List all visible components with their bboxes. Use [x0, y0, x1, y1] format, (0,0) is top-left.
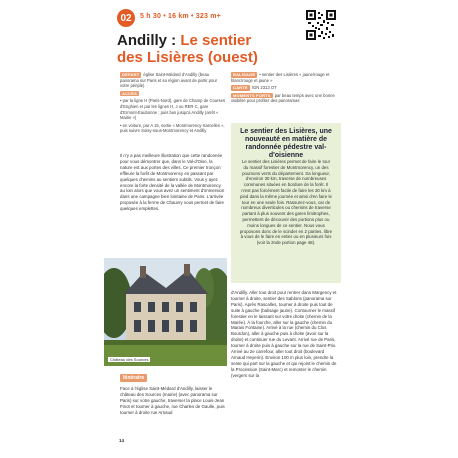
title-prefix: Andilly : [117, 32, 177, 49]
photo-caption: Château des Sources [110, 357, 149, 362]
depart-label: DÉPART [122, 72, 140, 77]
route-meta: 5 h 30 • 16 km • 323 m+ [140, 13, 221, 20]
acces-text-1: • par la ligne H (Paris-Nord), gare de Champ de Courses d'Enghien et par les lignes H, J ou RER C, gare d'Ermont-Eaubonne ; puis bus jusqu'à Andilly (arrêt « Mairie ») [120, 98, 226, 121]
intro-paragraph: Il n'y a pas meilleure illustration que cette randonnée pour vous démontrer que, dans le Val-d'Oise, la nature est aux portes des villes. Ce premier tronçon effleure la forêt de Montmorency en passant par quelques chemins au sentiers subtils. Vous y ayez encore la forte densité de la vallée de Montmorency au loin alors que vous avez un sentiment d'immersion dans une campagne bien lointaine de Paris. L'arrivée proposée à la ferme de Chauvry vous permet de faire quelques emplettes. [120, 153, 225, 212]
page-number: 14 [119, 438, 125, 443]
itineraire-text: Face à l'église Saint-Médard d'Andilly, laisser le château des Sources (mairie) (avec panorama sur Paris) sur votre gauche, traverser la place Louis-Jean Finot et tourner à gauche, rue Charles de Gaulle, puis tourner à droite rue Arnaud [120, 386, 225, 415]
acces-label: ACCÈS [122, 90, 138, 96]
sidebar-box-title: Le sentier des Lisières, une nouveauté en matière de randonnée pédestre val-d'oisienne [240, 128, 332, 159]
qr-code-icon [306, 10, 336, 40]
acces-text-2: • en voiture, par A 15, sortie « Montmorency-Sarcelles », puis suivre Soisy-sous-Montmorency et Andilly [120, 122, 225, 134]
balisage-text: • sentier des Lisières « jaune/rouge et blanc/rouge et jaune » [231, 72, 330, 83]
page-title-line2: des Lisières (ouest) [117, 49, 258, 66]
title-highlight: Le sentier [180, 32, 252, 49]
balisage-label: BALISAGE [233, 72, 256, 77]
bonus-text: par beau temps avec une bonne visibilité pour profiter des panoramas [231, 92, 335, 104]
itineraire-label: Itinéraire [120, 374, 147, 382]
carte-text: IGN 2313 OT [251, 85, 277, 91]
sidebar-box-text: Le sentier des Lisières permet de faire le tour du massif forestier de Montmorency, un des poumons verts du département. Sa longueur, d'environ 30 km, traverse de nombreuses communes situées en bordure de la forêt. Il n'est pas forcément facile de faire les 30 km à pied dans la même journée et ainsi d'en faire le tour en une seule fois. Rassurez-vous, car de nombreux diverticules ou chemins de traverse partant à plus souvent des gares limitrophes, permettent de découvrir des portions plus ou moins longues de ce sentier. Nous vous proposons donc de le scinder en 2 parties, libre à vous de le faire en entier ou en plusieurs fois (voir la 2nde portion page 48). [239, 159, 333, 246]
itineraire-continued-text: d'Andilly. Aller tout droit pour rentrer dans Margency et tourner à droite, sentier des Sablons (panorama sur Paris). Après Rascalles, tourner à droite puis tout de suite à gauche (balisage jaune). Contourner le massif forestier en le laissant sur votre droite (chemin de la Marée). À la fourche, aller sur la gauche (chemin du Marais Fontaine). Arrivé à la rue (chemin du Clos Bourdon), aller à gauche puis à droite (avoir sur la droite) et continuer rue du Levant. Arrivé rue de Paris, tourner à droite puis à gauche sur la rue de Saint-Prix. Arrivé au 2e carrefour, aller tout droit (boulevard Arnaud Heyerin). Environ 100 m plus loin, prendre la sente qui part sur la gauche et qui rejoint le chemin de la Procession (Saint-Marc) et remonter le chemin (vergers sur la [231, 290, 337, 378]
chateau-photo [104, 258, 227, 366]
bonus-label: MOMENTS FORTS [233, 92, 271, 98]
carte-label: CARTE [233, 85, 248, 91]
depart-text: église Saint-Médard d'Andilly (beau panorama sur Paris et sa région avant de partir pour votre périple) [120, 72, 218, 89]
page-title [117, 32, 251, 50]
sidebar-box [231, 123, 341, 283]
info-left [120, 72, 226, 136]
info-right [231, 72, 339, 106]
route-number-badge: 02 [117, 9, 135, 27]
